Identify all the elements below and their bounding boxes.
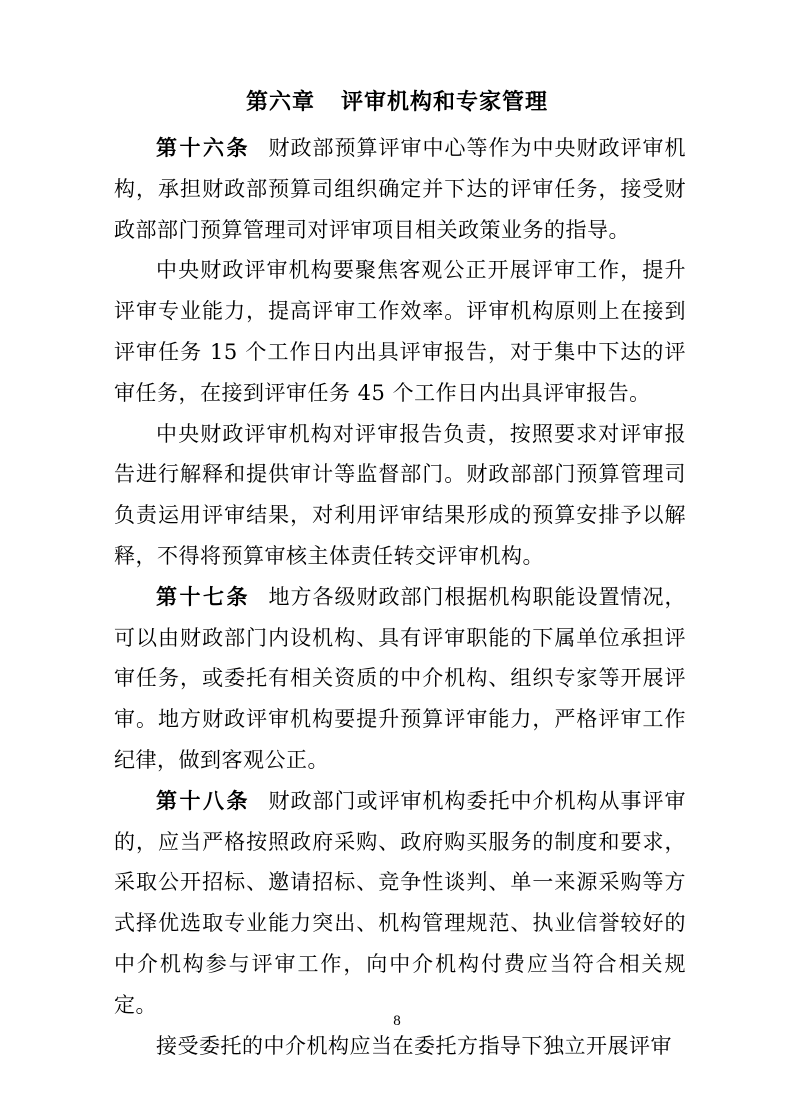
page-number: 8	[393, 1013, 401, 1029]
chapter-number: 第六章	[245, 90, 315, 115]
body-paragraph	[114, 250, 686, 413]
article-label: 第十八条	[156, 788, 250, 813]
paragraph-text: 财政部预算评审中心等作为中央财政评审机构，承担财政部预算司组织确定并下达的评审任务，接受财政部部门预算管理司对评审项目相关政策业务的指导。	[114, 136, 686, 242]
paragraph-text: 财政部门或评审机构委托中介机构从事评审的，应当严格按照政府采购、政府购买服务的制度和要求，采取公开招标、邀请招标、竞争性谈判、单一来源采购等方式择优选取专业能力突出、机构管理规范、执业信誉较好的中介机构参与评审工作，向中介机构付费应当符合相关规定。	[114, 788, 686, 1017]
article-label: 第十六条	[156, 136, 250, 160]
body-paragraph	[114, 1026, 686, 1067]
chapter-title-text: 评审机构和专家管理	[341, 90, 549, 115]
body-paragraph	[114, 414, 686, 577]
chapter-heading	[0, 88, 794, 118]
article-label: 第十七条	[156, 584, 250, 609]
paragraph-text: 中央财政评审机构对评审报告负责，按照要求对评审报告进行解释和提供审计等监督部门。财政部部门预算管理司负责运用评审结果，对利用评审结果形成的预算安排予以解释，不得将预算审核主体责任转交评审机构。	[114, 421, 686, 568]
paragraph-text: 地方各级财政部门根据机构职能设置情况，可以由财政部门内设机构、具有评审职能的下属单位承担评审任务，或委托有相关资质的中介机构、组织专家等开展评审。地方财政评审机构要提升预算评审能力，严格评审工作纪律，做到客观公正。	[114, 584, 686, 772]
article-paragraph	[114, 128, 686, 250]
paragraph-text: 接受委托的中介机构应当在委托方指导下独立开展评审	[156, 1033, 672, 1058]
article-paragraph	[114, 577, 686, 781]
document-body	[114, 128, 686, 1066]
article-paragraph	[114, 781, 686, 1026]
paragraph-text: 中央财政评审机构要聚焦客观公正开展评审工作，提升评审专业能力，提高评审工作效率。评审机构原则上在接到评审任务 15 个工作日内出具评审报告，对于集中下达的评审任务，在接到评审任务 45 个工作日内出具评审报告。	[114, 258, 686, 405]
